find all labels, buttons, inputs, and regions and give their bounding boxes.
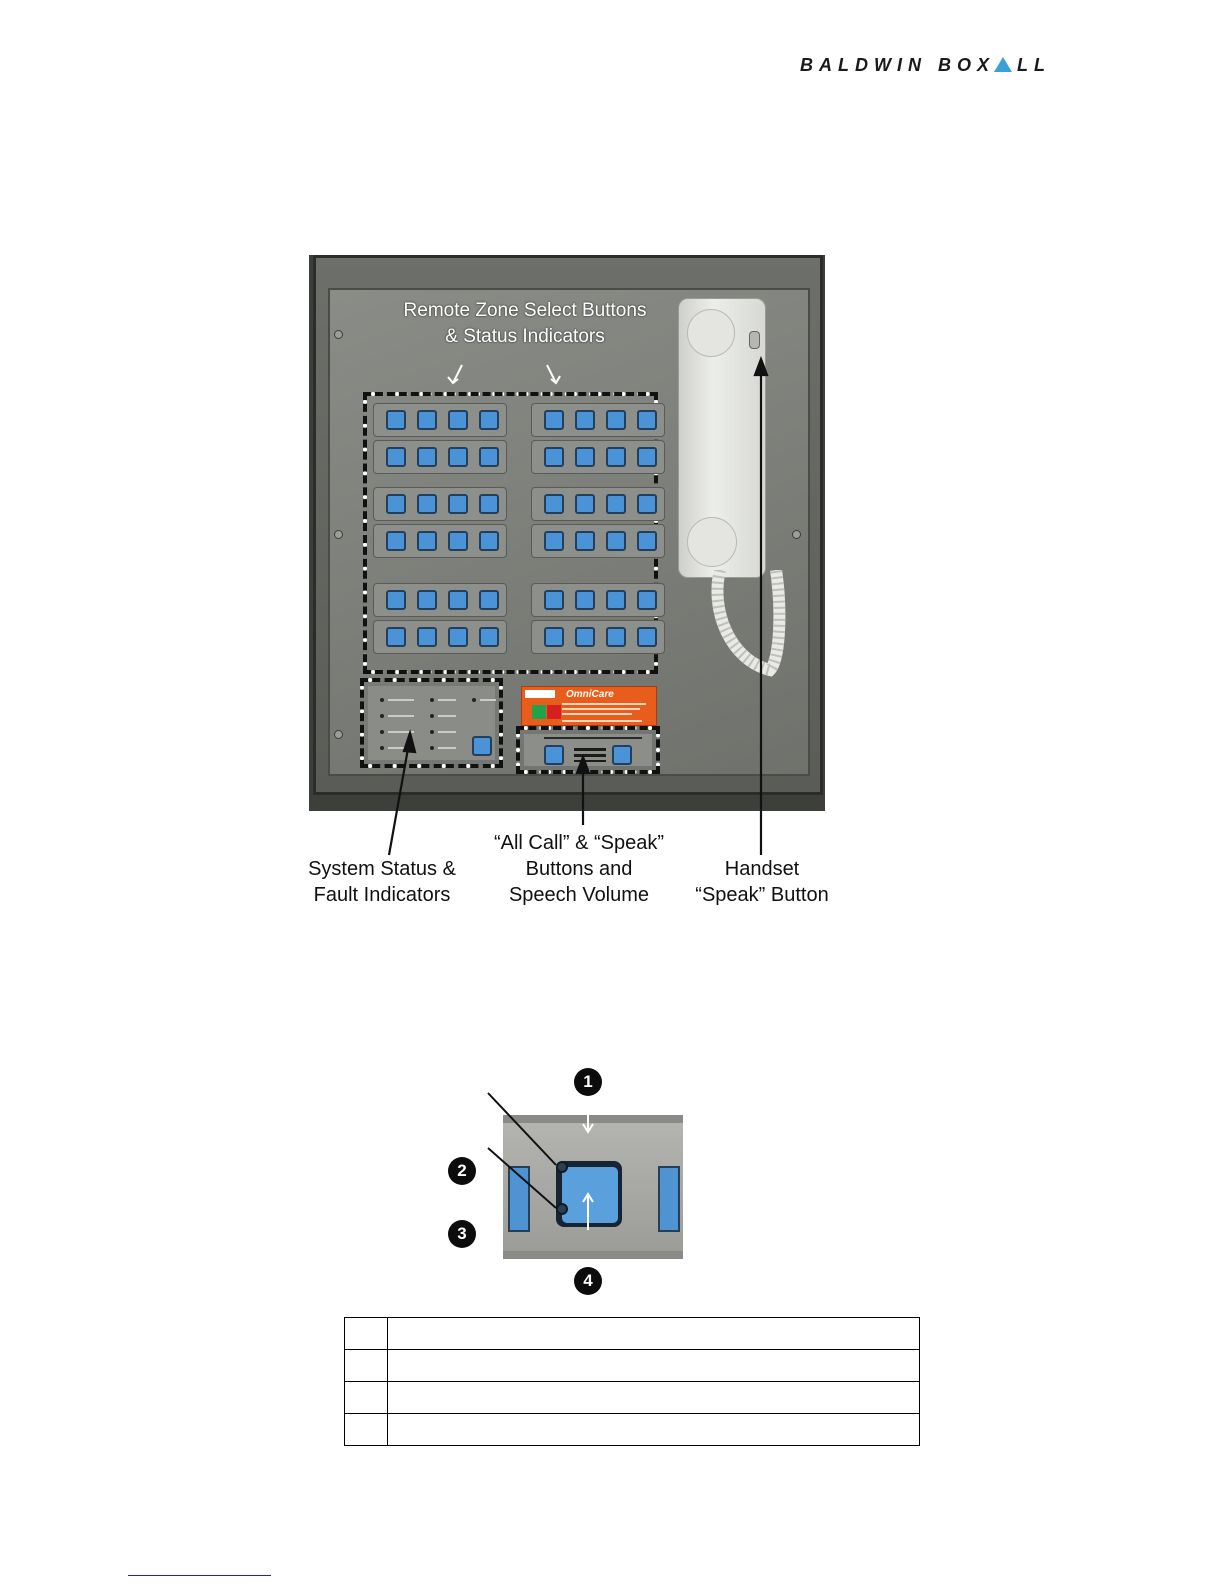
legend-description	[388, 1350, 920, 1382]
logo-text-right: LL	[1017, 54, 1051, 75]
legend-description	[388, 1318, 920, 1350]
control-panel-figure	[309, 255, 839, 920]
handset-label-line1: Handset	[724, 858, 800, 880]
footer-link-underline	[128, 1575, 271, 1576]
marker-3: 3	[448, 1220, 476, 1248]
figure1-arrows	[309, 255, 839, 920]
legend-number	[345, 1382, 388, 1414]
allcall-label-line2: Buttons and	[525, 858, 633, 880]
marker-4: 4	[574, 1267, 602, 1295]
legend-number	[345, 1318, 388, 1350]
white-arrows	[583, 1098, 593, 1230]
legend-table	[344, 1317, 920, 1446]
status-label-line1: System Status &	[308, 858, 456, 880]
omnicare-brand: OmniCare	[566, 689, 614, 700]
all-call-label	[484, 830, 674, 908]
allcall-label-line3: Speech Volume	[508, 884, 650, 906]
label-arrows	[389, 359, 767, 855]
zone-callout-line2: & Status Indicators	[445, 326, 605, 347]
figure2-arrows	[448, 1070, 698, 1292]
zone-callout-line1: Remote Zone Select Buttons	[403, 300, 647, 321]
handset-label-line2: “Speak” Button	[695, 884, 829, 906]
table-row	[345, 1318, 920, 1350]
table-row	[345, 1350, 920, 1382]
marker-2: 2	[448, 1157, 476, 1185]
legend-number	[345, 1350, 388, 1382]
legend-description	[388, 1382, 920, 1414]
zone-button-detail-figure	[448, 1070, 698, 1292]
status-label-line2: Fault Indicators	[313, 884, 451, 906]
baldwin-boxall-logo	[800, 54, 1051, 76]
logo-triangle-icon	[994, 57, 1012, 72]
handset-label	[687, 856, 837, 908]
status-fault-label	[307, 856, 457, 908]
legend-description	[388, 1414, 920, 1446]
allcall-label-line1: “All Call” & “Speak”	[493, 832, 665, 854]
marker-lines	[488, 1093, 556, 1208]
legend-number	[345, 1414, 388, 1446]
table-row	[345, 1414, 920, 1446]
marker-1: 1	[574, 1068, 602, 1096]
logo-text-left: BALDWIN BOX	[800, 54, 995, 75]
table-row	[345, 1382, 920, 1414]
zone-callout-arrows	[448, 365, 560, 383]
